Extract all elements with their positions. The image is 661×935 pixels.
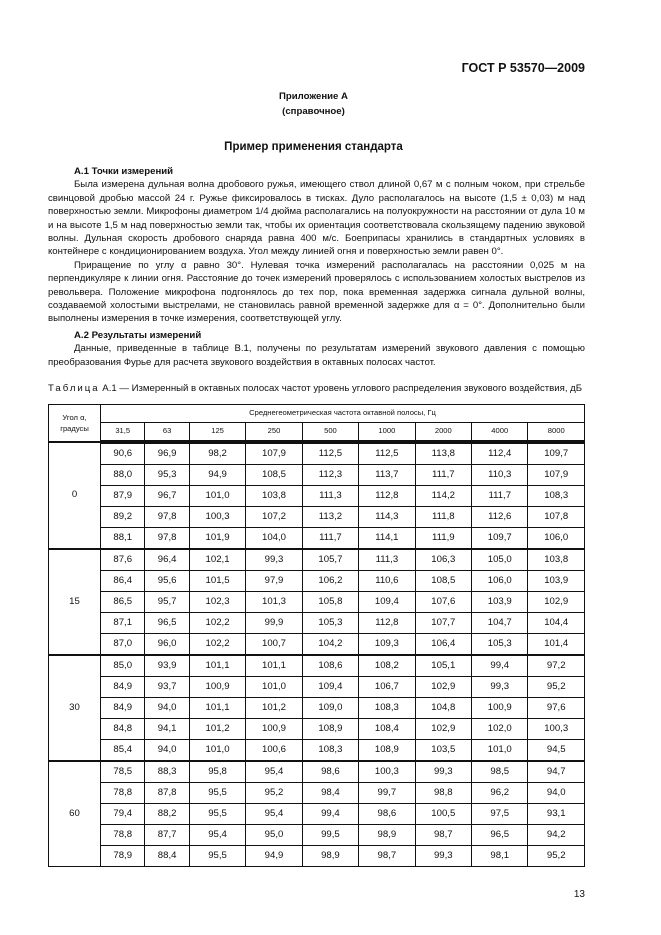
value-cell: 112,5	[359, 442, 415, 465]
value-cell: 101,4	[528, 633, 585, 655]
value-cell: 114,3	[359, 506, 415, 527]
value-cell: 97,2	[528, 655, 585, 677]
page-body	[48, 165, 585, 900]
value-cell: 85,0	[101, 655, 145, 677]
value-cell: 87,0	[101, 633, 145, 655]
table-row	[49, 464, 585, 485]
frequency-column-header: 31,5	[101, 422, 145, 442]
value-cell: 102,9	[528, 591, 585, 612]
value-cell: 108,3	[528, 485, 585, 506]
value-cell: 95,7	[145, 591, 189, 612]
value-cell: 99,4	[302, 803, 358, 824]
value-cell: 102,2	[189, 612, 245, 633]
paragraph: Была измерена дульная волна дробового ружья, имеющего ствол длиной 0,67 м с полным чоком, при стрельбе свинцовой дробью массой 24 г. Ружье фиксировалось в тисках. Дуло располагалось на высоте (1,5 ± 0,03) м над поверхностью земли. Микрофоны диаметром 1/4 дюйма располагались на полуокружности на расстоянии от дула 10 м и на высоте 1,5 м над поверхностью земли так, чтобы их ориентация соответствовала скользящему падению звуковой волны. Дульная скорость дробового снаряда равна 400 м/с. Боеприпасы хранились в стандартных условиях в контейнере с кондиционированием воздуха. Угол между линией огня и поверхностью земли равен 0°.	[48, 179, 585, 258]
value-cell: 95,8	[189, 761, 245, 783]
value-cell: 100,3	[189, 506, 245, 527]
value-cell: 79,4	[101, 803, 145, 824]
value-cell: 95,6	[145, 570, 189, 591]
value-cell: 98,1	[472, 845, 528, 866]
value-cell: 111,7	[415, 464, 471, 485]
value-cell: 98,5	[472, 761, 528, 783]
value-cell: 93,1	[528, 803, 585, 824]
table-row	[49, 527, 585, 549]
value-cell: 108,4	[359, 718, 415, 739]
value-cell: 113,8	[415, 442, 471, 465]
value-cell: 100,3	[359, 761, 415, 783]
value-cell: 94,2	[528, 824, 585, 845]
value-cell: 106,0	[528, 527, 585, 549]
value-cell: 88,4	[145, 845, 189, 866]
value-cell: 98,2	[189, 442, 245, 465]
value-cell: 110,3	[472, 464, 528, 485]
document-id: ГОСТ Р 53570—2009	[461, 61, 585, 75]
value-cell: 110,6	[359, 570, 415, 591]
value-cell: 100,9	[189, 676, 245, 697]
table-row	[49, 506, 585, 527]
value-cell: 95,4	[189, 824, 245, 845]
frequency-column-header: 125	[189, 422, 245, 442]
angle-cell: 30	[49, 655, 101, 761]
value-cell: 78,9	[101, 845, 145, 866]
value-cell: 107,2	[246, 506, 302, 527]
value-cell: 84,8	[101, 718, 145, 739]
value-cell: 109,4	[359, 591, 415, 612]
value-cell: 112,8	[359, 612, 415, 633]
value-cell: 111,3	[359, 549, 415, 571]
value-cell: 105,8	[302, 591, 358, 612]
value-cell: 95,2	[246, 782, 302, 803]
value-cell: 100,9	[472, 697, 528, 718]
value-cell: 107,9	[246, 442, 302, 465]
value-cell: 111,7	[472, 485, 528, 506]
table-row	[49, 612, 585, 633]
value-cell: 98,9	[359, 824, 415, 845]
table-caption-text: А.1 — Измеренный в октавных полосах частот уровень углового распределения звукового воздействия, дБ	[102, 383, 583, 395]
value-cell: 87,7	[145, 824, 189, 845]
page-number: 13	[573, 888, 585, 900]
value-cell: 101,0	[189, 485, 245, 506]
measurement-table	[48, 404, 585, 867]
value-cell: 97,8	[145, 506, 189, 527]
value-cell: 94,0	[528, 782, 585, 803]
angle-cell: 0	[49, 442, 101, 549]
value-cell: 112,3	[302, 464, 358, 485]
value-cell: 95,0	[246, 824, 302, 845]
table-row	[49, 803, 585, 824]
value-cell: 88,3	[145, 761, 189, 783]
value-cell: 87,1	[101, 612, 145, 633]
value-cell: 84,9	[101, 697, 145, 718]
frequency-column-header: 500	[302, 422, 358, 442]
value-cell: 102,0	[472, 718, 528, 739]
value-cell: 108,6	[302, 655, 358, 677]
value-cell: 98,6	[359, 803, 415, 824]
value-cell: 114,2	[415, 485, 471, 506]
value-cell: 106,3	[415, 549, 471, 571]
value-cell: 101,9	[189, 527, 245, 549]
value-cell: 95,4	[246, 803, 302, 824]
value-cell: 104,2	[302, 633, 358, 655]
value-cell: 108,5	[246, 464, 302, 485]
table-row	[49, 718, 585, 739]
value-cell: 114,1	[359, 527, 415, 549]
value-cell: 96,4	[145, 549, 189, 571]
frequency-column-header: 8000	[528, 422, 585, 442]
value-cell: 103,5	[415, 739, 471, 761]
value-cell: 108,3	[302, 739, 358, 761]
value-cell: 109,7	[528, 442, 585, 465]
value-cell: 107,9	[528, 464, 585, 485]
value-cell: 98,7	[359, 845, 415, 866]
table-row	[49, 697, 585, 718]
value-cell: 101,1	[246, 655, 302, 677]
value-cell: 96,5	[472, 824, 528, 845]
value-cell: 107,7	[415, 612, 471, 633]
value-cell: 95,2	[528, 676, 585, 697]
value-cell: 109,7	[472, 527, 528, 549]
value-cell: 89,2	[101, 506, 145, 527]
value-cell: 109,3	[359, 633, 415, 655]
value-cell: 87,6	[101, 549, 145, 571]
value-cell: 94,5	[528, 739, 585, 761]
table-row	[49, 845, 585, 866]
section-a1	[48, 165, 585, 326]
value-cell: 97,5	[472, 803, 528, 824]
frequency-column-header: 2000	[415, 422, 471, 442]
value-cell: 112,8	[359, 485, 415, 506]
value-cell: 99,5	[302, 824, 358, 845]
value-cell: 99,3	[246, 549, 302, 571]
value-cell: 96,7	[145, 485, 189, 506]
value-cell: 103,9	[528, 570, 585, 591]
value-cell: 88,1	[101, 527, 145, 549]
section-heading: А.2 Результаты измерений	[74, 329, 202, 341]
value-cell: 100,9	[246, 718, 302, 739]
value-cell: 105,0	[472, 549, 528, 571]
value-cell: 102,1	[189, 549, 245, 571]
frequency-column-header: 250	[246, 422, 302, 442]
value-cell: 109,0	[302, 697, 358, 718]
frequency-header: Среднегеометрическая частота октавной полосы, Гц	[101, 404, 585, 422]
table-row	[49, 442, 585, 465]
value-cell: 99,3	[415, 761, 471, 783]
value-cell: 101,2	[189, 718, 245, 739]
value-cell: 99,3	[472, 676, 528, 697]
paragraph: Приращение по углу α равно 30°. Нулевая точка измерений располагалась на расстоянии 0,025 м на перпендикуляре к линии огня. Расстояние до точек измерений проверялось с использованием холостых выстрелов из револьвера. Положение микрофона подгонялось до тех пор, пока временная задержка сигнала дульной волны, создаваемой холостыми выстрелами, не становилась равной временной задержке для α = 0°. Дополнительно были выполнены измерения в точке измерения, соответствующей углу.	[48, 259, 585, 325]
value-cell: 101,0	[189, 739, 245, 761]
value-cell: 105,3	[472, 633, 528, 655]
value-cell: 98,6	[302, 761, 358, 783]
value-cell: 95,5	[189, 845, 245, 866]
value-cell: 101,1	[189, 655, 245, 677]
value-cell: 95,3	[145, 464, 189, 485]
value-cell: 94,9	[189, 464, 245, 485]
section-heading: А.1 Точки измерений	[74, 166, 174, 177]
value-cell: 95,5	[189, 782, 245, 803]
table-row	[49, 782, 585, 803]
value-cell: 103,8	[528, 549, 585, 571]
value-cell: 97,8	[145, 527, 189, 549]
table-caption	[48, 382, 585, 395]
value-cell: 88,0	[101, 464, 145, 485]
value-cell: 96,9	[145, 442, 189, 465]
value-cell: 101,0	[472, 739, 528, 761]
value-cell: 103,9	[472, 591, 528, 612]
value-cell: 111,8	[415, 506, 471, 527]
value-cell: 101,2	[246, 697, 302, 718]
value-cell: 103,8	[246, 485, 302, 506]
frequency-column-header: 4000	[472, 422, 528, 442]
value-cell: 100,5	[415, 803, 471, 824]
value-cell: 93,9	[145, 655, 189, 677]
value-cell: 111,7	[302, 527, 358, 549]
value-cell: 95,5	[189, 803, 245, 824]
value-cell: 98,7	[415, 824, 471, 845]
value-cell: 100,7	[246, 633, 302, 655]
frequency-column-header: 63	[145, 422, 189, 442]
value-cell: 101,3	[246, 591, 302, 612]
value-cell: 104,8	[415, 697, 471, 718]
value-cell: 78,8	[101, 782, 145, 803]
paragraph: Данные, приведенные в таблице В.1, получены по результатам измерений звукового давления с помощью преобразования Фурье для расчета звукового воздействия в октавных полосах частот.	[48, 343, 585, 368]
value-cell: 97,9	[246, 570, 302, 591]
value-cell: 94,7	[528, 761, 585, 783]
value-cell: 90,6	[101, 442, 145, 465]
value-cell: 96,0	[145, 633, 189, 655]
value-cell: 98,9	[302, 845, 358, 866]
value-cell: 112,6	[472, 506, 528, 527]
value-cell: 96,5	[145, 612, 189, 633]
value-cell: 108,9	[302, 718, 358, 739]
angle-cell: 60	[49, 761, 101, 867]
value-cell: 105,3	[302, 612, 358, 633]
section-a2	[48, 329, 585, 369]
value-cell: 94,1	[145, 718, 189, 739]
value-cell: 109,4	[302, 676, 358, 697]
value-cell: 101,0	[246, 676, 302, 697]
value-cell: 93,7	[145, 676, 189, 697]
value-cell: 88,2	[145, 803, 189, 824]
value-cell: 112,5	[302, 442, 358, 465]
table-row	[49, 655, 585, 677]
value-cell: 105,1	[415, 655, 471, 677]
value-cell: 112,4	[472, 442, 528, 465]
value-cell: 102,3	[189, 591, 245, 612]
table-row	[49, 570, 585, 591]
value-cell: 108,3	[359, 697, 415, 718]
value-cell: 102,2	[189, 633, 245, 655]
value-cell: 86,4	[101, 570, 145, 591]
appendix-type: (справочное)	[282, 106, 345, 117]
value-cell: 85,4	[101, 739, 145, 761]
value-cell: 99,4	[472, 655, 528, 677]
value-cell: 106,0	[472, 570, 528, 591]
value-cell: 97,6	[528, 697, 585, 718]
value-cell: 78,8	[101, 824, 145, 845]
value-cell: 113,2	[302, 506, 358, 527]
value-cell: 87,8	[145, 782, 189, 803]
value-cell: 102,9	[415, 676, 471, 697]
value-cell: 104,0	[246, 527, 302, 549]
value-cell: 102,9	[415, 718, 471, 739]
value-cell: 99,3	[415, 845, 471, 866]
value-cell: 106,2	[302, 570, 358, 591]
value-cell: 100,3	[528, 718, 585, 739]
value-cell: 100,6	[246, 739, 302, 761]
value-cell: 111,9	[415, 527, 471, 549]
appendix-title: Пример применения стандарта	[224, 141, 403, 153]
value-cell: 113,7	[359, 464, 415, 485]
table-row	[49, 824, 585, 845]
table-caption-label: Таблица	[48, 383, 100, 395]
value-cell: 104,4	[528, 612, 585, 633]
value-cell: 108,2	[359, 655, 415, 677]
table-row	[49, 549, 585, 571]
value-cell: 95,4	[246, 761, 302, 783]
value-cell: 101,1	[189, 697, 245, 718]
value-cell: 106,4	[415, 633, 471, 655]
value-cell: 101,5	[189, 570, 245, 591]
value-cell: 108,9	[359, 739, 415, 761]
appendix-label: Приложение А	[279, 91, 348, 102]
table-row	[49, 591, 585, 612]
value-cell: 106,7	[359, 676, 415, 697]
value-cell: 96,2	[472, 782, 528, 803]
value-cell: 104,7	[472, 612, 528, 633]
table-row	[49, 485, 585, 506]
value-cell: 107,8	[528, 506, 585, 527]
value-cell: 98,4	[302, 782, 358, 803]
value-cell: 94,9	[246, 845, 302, 866]
value-cell: 95,2	[528, 845, 585, 866]
value-cell: 105,7	[302, 549, 358, 571]
value-cell: 87,9	[101, 485, 145, 506]
table-row	[49, 676, 585, 697]
value-cell: 84,9	[101, 676, 145, 697]
value-cell: 78,5	[101, 761, 145, 783]
value-cell: 94,0	[145, 697, 189, 718]
angle-header: Угол α, градусы	[49, 404, 101, 442]
angle-cell: 15	[49, 549, 101, 655]
value-cell: 86,5	[101, 591, 145, 612]
value-cell: 99,9	[246, 612, 302, 633]
value-cell: 99,7	[359, 782, 415, 803]
table-row	[49, 633, 585, 655]
value-cell: 108,5	[415, 570, 471, 591]
value-cell: 111,3	[302, 485, 358, 506]
value-cell: 107,6	[415, 591, 471, 612]
table-row	[49, 761, 585, 783]
value-cell: 94,0	[145, 739, 189, 761]
frequency-column-header: 1000	[359, 422, 415, 442]
value-cell: 98,8	[415, 782, 471, 803]
table-row	[49, 739, 585, 761]
